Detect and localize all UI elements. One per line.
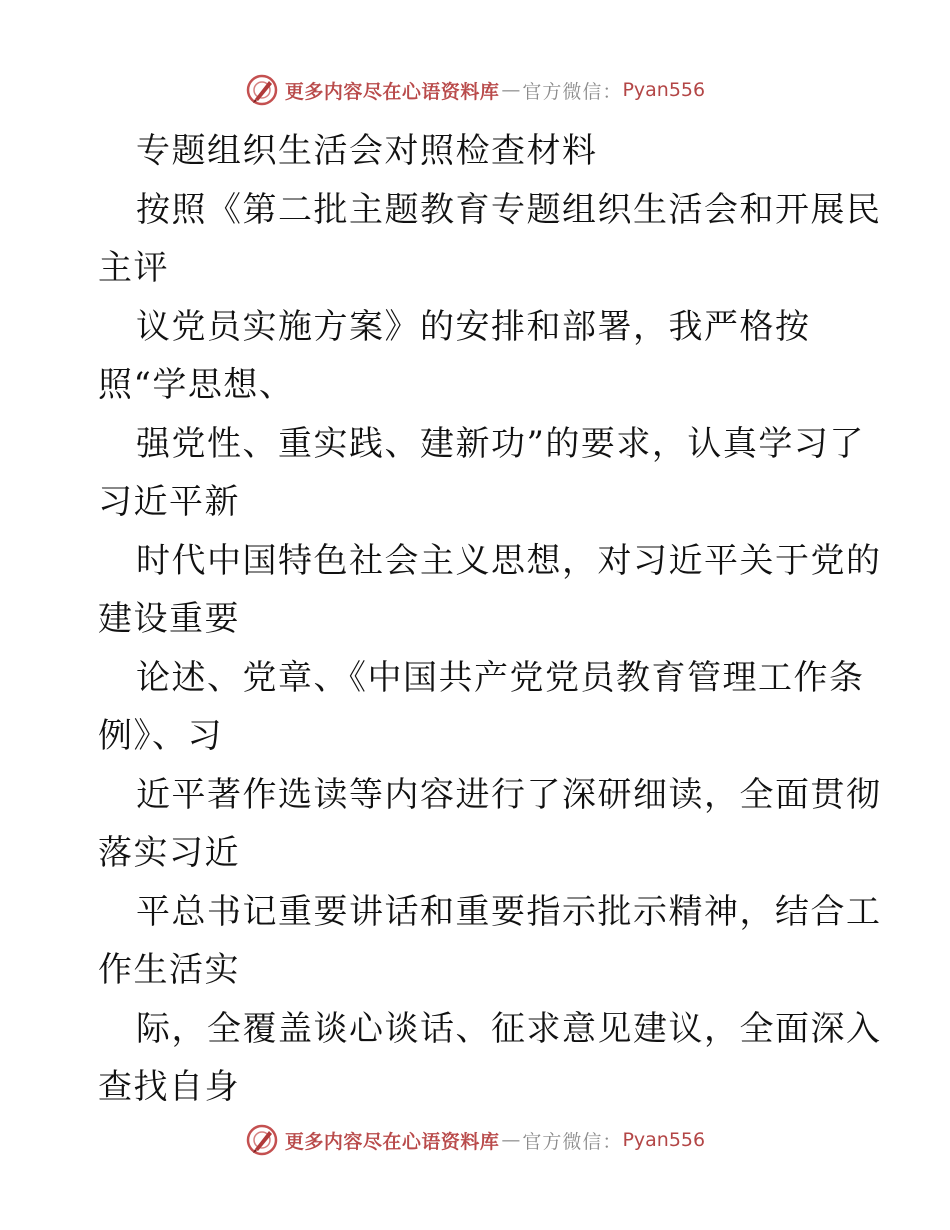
- text-line: 近平著作选读等内容进行了深研细读，全面贯彻: [136, 774, 882, 815]
- text-line: 习近平新: [98, 482, 240, 522]
- watermark-dash: —: [501, 79, 521, 101]
- watermark-wechat-label: 官方微信：: [522, 1130, 623, 1153]
- document-title: 专题组织生活会对照检查材料: [136, 131, 598, 171]
- text-line: 际，全覆盖谈心谈话、征求意见建议，全面深入: [136, 1008, 882, 1049]
- text-line: 落实习近: [98, 833, 240, 873]
- text-line: 平总书记重要讲话和重要指示批示精神，结合工: [136, 891, 882, 932]
- text-line: 主评: [98, 248, 169, 288]
- pen-logo-icon: [245, 73, 279, 107]
- watermark-wechat-label: 官方微信：: [522, 80, 623, 103]
- text-line: 查找自身: [98, 1067, 240, 1107]
- text-line: 作生活实: [98, 950, 240, 990]
- text-line: 论述、党章、《中国共产党党员教育管理工作条: [136, 657, 865, 698]
- watermark-wechat-id: Pyan556: [622, 79, 706, 101]
- watermark-site-name: 更多内容尽在心语资料库: [284, 1130, 500, 1153]
- text-line: 议党员实施方案》的安排和部署，我严格按: [136, 306, 811, 347]
- text-line: 时代中国特色社会主义思想，对习近平关于党的: [136, 540, 882, 581]
- text-line: 建设重要: [98, 599, 240, 639]
- pen-logo-icon: [245, 1123, 279, 1157]
- footer-watermark: [0, 1120, 950, 1160]
- text-line: 例》、习: [98, 716, 223, 756]
- watermark-wechat-id: Pyan556: [622, 1129, 706, 1151]
- text-line: 照“学思想、: [98, 365, 295, 405]
- document-body: [98, 122, 882, 1117]
- text-line: 按照《第二批主题教育专题组织生活会和开展民: [136, 189, 882, 230]
- header-watermark: [0, 70, 950, 110]
- watermark-site-name: 更多内容尽在心语资料库: [284, 80, 500, 103]
- text-line: 强党性、重实践、建新功”的要求，认真学习了: [136, 423, 865, 464]
- watermark-dash: —: [501, 1129, 521, 1151]
